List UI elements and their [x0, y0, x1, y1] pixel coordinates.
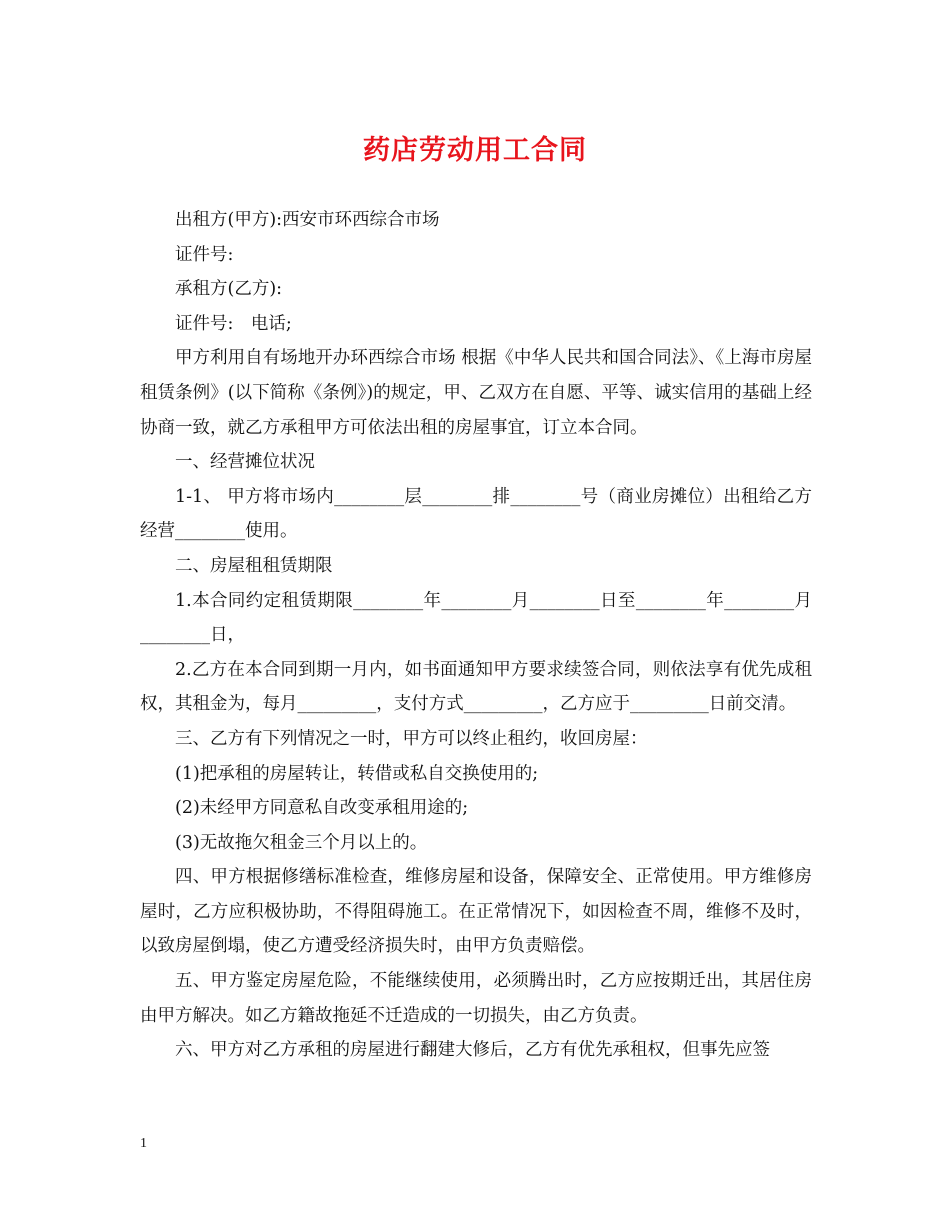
lessor-line: 出租方(甲方):西安市环西综合市场	[175, 210, 440, 230]
section-5-paragraph: 五、甲方鉴定房屋危险，不能继续使用，必须腾出时，乙方应按期迁出，其居住房由甲方解决。如乙方籍故拖延不迁造成的一切损失，由乙方负责。	[140, 971, 812, 1026]
section-2-heading: 二、房屋租租赁期限	[175, 555, 333, 576]
section-3-heading: 三、乙方有下列情况之一时，甲方可以终止租约，收回房屋：	[175, 728, 648, 749]
lessor-id-line: 证件号:	[175, 244, 234, 265]
section-6-paragraph: 六、甲方对乙方承租的房屋进行翻建大修后，乙方有优先承租权，但事先应签	[175, 1040, 770, 1061]
document-body	[140, 203, 812, 1068]
intro-paragraph: 甲方利用自有场地开办环西综合市场 根据《中华人民共和国合同法》、《上海市房屋租赁条例》(以下简称《条例》)的规定，甲、乙双方在自愿、平等、诚实信用的基础上经协商一致，就乙方承租甲方可依法出租的房屋事宜，订立本合同。	[140, 348, 812, 438]
section-3-item: (1)把承租的房屋转让，转借或私自交换使用的;	[175, 763, 539, 784]
section-2-clause-2: 2.乙方在本合同到期一月内，如书面通知甲方要求续签合同，则依法享有优先成租权，其租金为，每月_________，支付方式_________，乙方应于_________日前交清。	[140, 659, 812, 715]
lessee-line: 承租方(乙方):	[175, 279, 283, 300]
lessee-id-phone-line: 证件号: 电话;	[175, 313, 292, 334]
section-3-item: (3)无故拖欠租金三个月以上的。	[175, 832, 428, 853]
page-number: 1	[140, 1136, 147, 1151]
section-3-item: (2)未经甲方同意私自改变承租用途的;	[175, 798, 469, 819]
document-title: 药店劳动用工合同	[363, 135, 587, 166]
section-2-clause-1: 1.本合同约定租赁期限________年________月________日至________年________月________日，	[140, 590, 812, 646]
section-1-clause-1: 1-1、 甲方将市场内________层________排________号（商业房摊位）出租给乙方经营________使用。	[140, 486, 812, 542]
section-4-paragraph: 四、甲方根据修缮标准检查，维修房屋和设备，保障安全、正常使用。甲方维修房屋时，乙方应积极协助，不得阻碍施工。在正常情况下，如因检查不周，维修不及时，以致房屋倒塌，使乙方遭受经济损失时，由甲方负责赔偿。	[140, 867, 812, 957]
section-1-heading: 一、经营摊位状况	[175, 452, 315, 473]
